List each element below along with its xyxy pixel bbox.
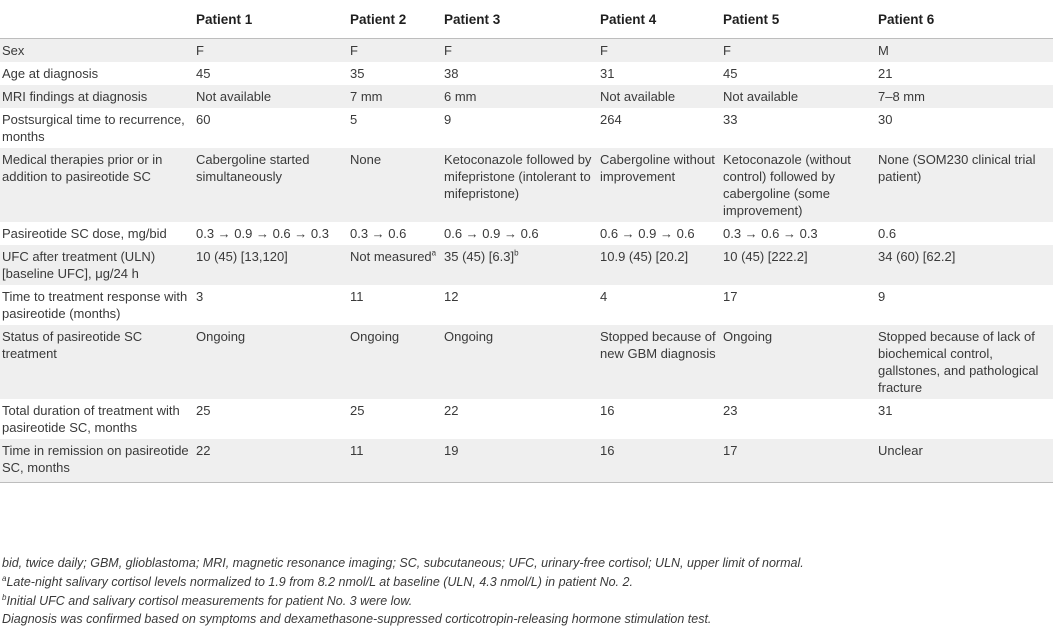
- footnote-a: [2, 575, 633, 589]
- cell-text: 31: [878, 403, 893, 418]
- header-cell: Patient 4: [600, 0, 723, 39]
- table-cell: [196, 108, 350, 148]
- table-cell: [444, 39, 600, 63]
- cell-text: 0.3 → 0.6: [350, 226, 407, 241]
- table-cell: [878, 62, 1053, 85]
- cell-text: 34 (60) [62.2]: [878, 249, 956, 264]
- table-cell: [878, 325, 1053, 399]
- table-cell: [723, 399, 878, 439]
- table-cell: [600, 85, 723, 108]
- cell-text: Ongoing: [723, 329, 773, 344]
- header-cell: [0, 0, 196, 39]
- cell-text: Ongoing: [444, 329, 494, 344]
- table-cell: [600, 399, 723, 439]
- cell-text: 16: [600, 403, 615, 418]
- table-cell: [350, 108, 444, 148]
- table-cell: [444, 148, 600, 222]
- table-cell: [350, 285, 444, 325]
- cell-text: Ketoconazole followed by mifepristone (intolerant to mifepristone): [444, 152, 592, 201]
- header-cell: Patient 3: [444, 0, 600, 39]
- table-cell: [600, 439, 723, 483]
- footnote-marker: b: [514, 248, 519, 258]
- table-row: [0, 222, 1053, 245]
- table-cell: [350, 222, 444, 245]
- row-label: Time to treatment response with pasireotide (months): [2, 289, 188, 321]
- table-row: [0, 148, 1053, 222]
- row-label: Status of pasireotide SC treatment: [2, 329, 143, 361]
- table-cell: [600, 222, 723, 245]
- table-row: [0, 62, 1053, 85]
- cell-text: Ongoing: [196, 329, 246, 344]
- cell-text: 0.3 → 0.9 → 0.6 → 0.3: [196, 226, 329, 241]
- cell-text: 17: [723, 289, 738, 304]
- cell-text: 12: [444, 289, 459, 304]
- header-cell: Patient 6: [878, 0, 1053, 39]
- table-cell: [350, 325, 444, 399]
- table-cell: [723, 62, 878, 85]
- cell-text: 7 mm: [350, 89, 383, 104]
- cell-text: None (SOM230 clinical trial patient): [878, 152, 1036, 184]
- cell-text: 25: [350, 403, 365, 418]
- table-cell: [723, 85, 878, 108]
- footnote-b-text: Initial UFC and salivary cortisol measurements for patient No. 3 were low.: [6, 594, 413, 608]
- footnote-a-text: Late-night salivary cortisol levels normalized to 1.9 from 8.2 nmol/L at baseline (ULN, 4.3 nmol/L) in patient No. 2.: [6, 575, 633, 589]
- table-row: [0, 85, 1053, 108]
- table-row: [0, 325, 1053, 399]
- table-cell: [196, 62, 350, 85]
- cell-text: F: [444, 43, 452, 58]
- table-cell: [350, 148, 444, 222]
- cell-text: 7–8 mm: [878, 89, 925, 104]
- row-label: Pasireotide SC dose, mg/bid: [2, 226, 167, 241]
- table-cell: [878, 148, 1053, 222]
- cell-text: F: [350, 43, 358, 58]
- table-cell: [196, 245, 350, 285]
- row-label: Medical therapies prior or in addition to pasireotide SC: [2, 152, 163, 184]
- cell-text: 22: [196, 443, 211, 458]
- table-cell: [723, 222, 878, 245]
- row-label: UFC after treatment (ULN) [baseline UFC], μg/24 h: [2, 249, 156, 281]
- cell-text: 0.6: [878, 226, 897, 241]
- table-cell: [196, 399, 350, 439]
- footnote-b-mark: b: [2, 592, 7, 602]
- table-row: [0, 439, 1053, 483]
- table-row: [0, 39, 1053, 63]
- table-cell: [723, 245, 878, 285]
- row-label: Total duration of treatment with pasireotide SC, months: [2, 403, 180, 435]
- table-cell: [600, 108, 723, 148]
- cell-text: F: [723, 43, 731, 58]
- cell-text: Ongoing: [350, 329, 400, 344]
- table-row: [0, 245, 1053, 285]
- table-cell: [723, 285, 878, 325]
- table-row: [0, 285, 1053, 325]
- table-cell: [878, 439, 1053, 483]
- table-cell: [350, 62, 444, 85]
- row-label: Postsurgical time to recurrence, months: [2, 112, 185, 144]
- table-cell: [723, 439, 878, 483]
- cell-text: 60: [196, 112, 211, 127]
- cell-text: Cabergoline started simultaneously: [196, 152, 310, 184]
- cell-text: Not available: [600, 89, 676, 104]
- cell-text: 0.3 → 0.6 → 0.3: [723, 226, 818, 241]
- cell-text: 17: [723, 443, 738, 458]
- table-cell: [350, 39, 444, 63]
- footnote-b: [2, 594, 412, 608]
- cell-text: 0.6 → 0.9 → 0.6: [444, 226, 539, 241]
- table-cell: [350, 245, 444, 285]
- header-cell: Patient 5: [723, 0, 878, 39]
- table-cell: [878, 85, 1053, 108]
- cell-text: 45: [196, 66, 211, 81]
- table-row: [0, 399, 1053, 439]
- table-cell: [600, 148, 723, 222]
- table-cell: [196, 85, 350, 108]
- cell-text: F: [196, 43, 204, 58]
- table-cell: [600, 325, 723, 399]
- table-cell: [600, 245, 723, 285]
- cell-text: Unclear: [878, 443, 923, 458]
- cell-text: 45: [723, 66, 738, 81]
- cell-text: 11: [350, 443, 364, 458]
- footnote-abbreviations: bid, twice daily; GBM, glioblastoma; MRI, magnetic resonance imaging; SC, subcutaneous; UFC, urinary-free cortisol; ULN, upper limit of normal.: [2, 556, 804, 570]
- footnote-marker: a: [431, 248, 437, 258]
- table-cell: [723, 39, 878, 63]
- table-cell: [878, 222, 1053, 245]
- table-cell: [444, 285, 600, 325]
- table-cell: [878, 399, 1053, 439]
- table-row: [0, 108, 1053, 148]
- cell-text: Stopped because of new GBM diagnosis: [600, 329, 716, 361]
- footnote-diagnosis: Diagnosis was confirmed based on symptoms and dexamethasone-suppressed corticotropin-releasing hormone stimulation test.: [2, 612, 712, 626]
- cell-text: 22: [444, 403, 459, 418]
- cell-text: Cabergoline without improvement: [600, 152, 715, 184]
- cell-text: F: [600, 43, 608, 58]
- footnote-a-mark: a: [2, 573, 7, 583]
- cell-text: 11: [350, 289, 364, 304]
- cell-text: 9: [878, 289, 886, 304]
- cell-text: 33: [723, 112, 738, 127]
- table-cell: [723, 108, 878, 148]
- cell-text: None: [350, 152, 382, 167]
- table-cell: [196, 148, 350, 222]
- table-cell: [350, 439, 444, 483]
- cell-text: 9: [444, 112, 452, 127]
- table-cell: [878, 108, 1053, 148]
- table-cell: [196, 285, 350, 325]
- cell-text: 264: [600, 112, 622, 127]
- cell-text: 31: [600, 66, 615, 81]
- table-cell: [444, 62, 600, 85]
- table-cell: [600, 39, 723, 63]
- table-cell: [350, 399, 444, 439]
- cell-text: Not available: [723, 89, 799, 104]
- cell-text: 35 (45) [6.3]: [444, 249, 515, 264]
- table-cell: [196, 222, 350, 245]
- table-cell: [350, 85, 444, 108]
- table-cell: [196, 39, 350, 63]
- row-label: Sex: [2, 43, 25, 58]
- table-cell: [878, 245, 1053, 285]
- header-cell: Patient 1: [196, 0, 350, 39]
- cell-text: 5: [350, 112, 358, 127]
- table-cell: [444, 108, 600, 148]
- cell-text: 30: [878, 112, 893, 127]
- cell-text: 3: [196, 289, 204, 304]
- cell-text: Not measured: [350, 249, 432, 264]
- table-cell: [723, 148, 878, 222]
- cell-text: 10.9 (45) [20.2]: [600, 249, 689, 264]
- table-cell: [600, 285, 723, 325]
- header-cell: Patient 2: [350, 0, 444, 39]
- table-cell: [444, 325, 600, 399]
- cell-text: 6 mm: [444, 89, 477, 104]
- table-cell: [444, 85, 600, 108]
- row-label: MRI findings at diagnosis: [2, 89, 148, 104]
- cell-text: 4: [600, 289, 608, 304]
- row-label: Age at diagnosis: [2, 66, 99, 81]
- table-cell: [196, 325, 350, 399]
- cell-text: 23: [723, 403, 738, 418]
- header-row: [0, 0, 1053, 39]
- table-cell: [878, 285, 1053, 325]
- cell-text: 0.6 → 0.9 → 0.6: [600, 226, 695, 241]
- cell-text: Stopped because of lack of biochemical control, gallstones, and pathological fracture: [878, 329, 1039, 395]
- cell-text: 10 (45) [222.2]: [723, 249, 808, 264]
- table-cell: [723, 325, 878, 399]
- row-label: Time in remission on pasireotide SC, months: [0, 439, 196, 483]
- cell-text: 10 (45) [13,120]: [196, 249, 288, 264]
- table-cell: [444, 399, 600, 439]
- cell-text: Not available: [196, 89, 272, 104]
- table-cell: [444, 222, 600, 245]
- cell-text: M: [878, 43, 889, 58]
- table-cell: [600, 62, 723, 85]
- table-cell: [196, 439, 350, 483]
- cell-text: Ketoconazole (without control) followed by cabergoline (some improvement): [723, 152, 851, 218]
- cell-text: 19: [444, 443, 459, 458]
- cell-text: 38: [444, 66, 459, 81]
- cell-text: 21: [878, 66, 893, 81]
- table-cell: [444, 439, 600, 483]
- cell-text: 25: [196, 403, 211, 418]
- table-cell: [444, 245, 600, 285]
- table-cell: [878, 39, 1053, 63]
- cell-text: 35: [350, 66, 365, 81]
- cell-text: 16: [600, 443, 615, 458]
